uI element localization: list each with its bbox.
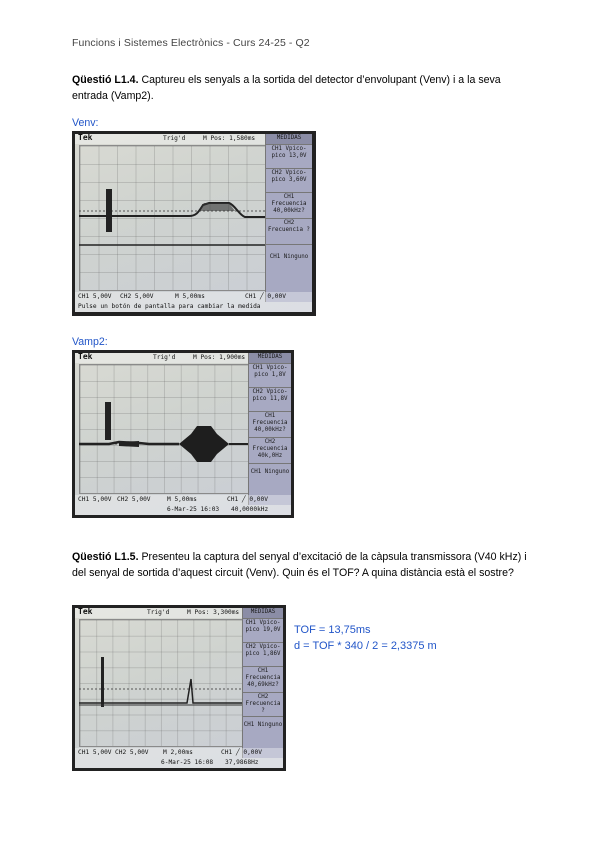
tof-answer: TOF = 13,75ms: [294, 624, 371, 636]
distance-answer: d = TOF * 340 / 2 = 2,3375 m: [294, 640, 437, 652]
menu-item: CH1 Vpico-pico 13,0V: [266, 145, 312, 169]
scope-measure-menu: [265, 134, 312, 302]
menu-item: MEDIDAS: [266, 134, 312, 145]
menu-item: CH1 Frecuencia 40,69kHz?: [243, 667, 283, 693]
menu-item: CH2 Vpico-pico 11,8V: [249, 388, 291, 412]
scope-ch2-scale: CH2 5,00V: [117, 496, 151, 503]
scope-time-scale: M 5,00ms: [175, 293, 205, 300]
scope-bottombar: [75, 292, 312, 302]
document-header: Funcions i Sistemes Electrònics - Curs 24-25 - Q2: [72, 37, 310, 49]
scope-trigger: CH1 ╱ 0,00V: [245, 293, 286, 300]
scope-bottombar: [75, 495, 291, 505]
question-l1-4-text: Captureu els senyals a la sortida del detector d’envolupant (Venv) i a la seva entrada (Vamp2).: [72, 74, 501, 102]
question-l1-5: [72, 549, 532, 581]
scope-trigger: CH1 ╱ 0,00V: [227, 496, 268, 503]
scope-brand: Tek: [78, 353, 93, 361]
scope-message: Pulse un botón de pantalla para cambiar la medida: [75, 302, 312, 312]
scope-screen: [75, 353, 291, 515]
scope-trigger: CH1 ╱ 0,00V: [221, 749, 262, 756]
scope-traces: [79, 364, 248, 493]
menu-item: CH1 Vpico-pico 1,8V: [249, 364, 291, 388]
menu-item: CH1 Ninguno: [250, 469, 290, 475]
scope-timebase: M Pos: 1,580ms: [203, 135, 256, 142]
scope-frequency: 40,0000kHz: [231, 506, 269, 513]
scope-date: 6-Mar-25 16:08: [161, 759, 214, 766]
menu-item: MEDIDAS: [243, 608, 283, 619]
scope-status: Trig'd: [163, 135, 186, 142]
scope-screen: [75, 134, 312, 312]
scope-datebar: [75, 758, 283, 768]
menu-item: CH2 Frecuencia ?: [266, 219, 312, 245]
menu-item: CH1 Ninguno: [243, 722, 283, 728]
scope-ch2-scale: CH2 5,00V: [120, 293, 154, 300]
menu-item: CH2 Vpico-pico 1,86V: [243, 643, 283, 667]
oscilloscope-photo-vamp2: [72, 350, 294, 518]
scope-ch1-scale: CH1 5,00V: [78, 496, 112, 503]
scope-brand: Tek: [78, 134, 93, 142]
menu-item: CH2 Frecuencia 40k,0Hz: [249, 438, 291, 464]
scope-screen: [75, 608, 283, 768]
oscilloscope-photo-tof: [72, 605, 286, 771]
menu-item: CH1 Ninguno: [269, 254, 309, 260]
menu-item: CH1 Frecuencia 40,00kHz?: [249, 412, 291, 438]
scope-timebase: M Pos: 1,900ms: [193, 354, 246, 361]
scope-datebar: [75, 505, 291, 515]
scope-status: Trig'd: [147, 609, 170, 616]
scope-ch1-scale: CH1 5,00V: [78, 293, 112, 300]
scope-ch1-scale: CH1 5,00V: [78, 749, 112, 756]
scope-bottombar: [75, 748, 283, 758]
scope-status: Trig'd: [153, 354, 176, 361]
scope-measure-menu: [242, 608, 283, 758]
vamp2-label: Vamp2:: [72, 336, 108, 348]
menu-item: MEDIDAS: [249, 353, 291, 364]
menu-item: CH2 Vpico-pico 3,60V: [266, 169, 312, 193]
question-l1-5-label: Qüestió L1.5.: [72, 551, 139, 563]
scope-ch2-scale: CH2 5,00V: [115, 749, 149, 756]
menu-item: CH2 Frecuencia ?: [243, 693, 283, 717]
scope-traces: [79, 145, 265, 290]
menu-item: CH1 Vpico-pico 19,0V: [243, 619, 283, 643]
question-l1-4-label: Qüestió L1.4.: [72, 74, 139, 86]
scope-traces: [79, 619, 242, 746]
scope-time-scale: M 2,00ms: [163, 749, 193, 756]
oscilloscope-photo-venv: [72, 131, 316, 316]
scope-frequency: 37,9868Hz: [225, 759, 259, 766]
scope-measure-menu: [248, 353, 291, 505]
venv-label: Venv:: [72, 117, 99, 129]
scope-timebase: M Pos: 3,300ms: [187, 609, 240, 616]
question-l1-5-text: Presenteu la captura del senyal d’excitació de la càpsula transmissora (V40 kHz) i del senyal de sortida d’aquest circuit (Venv). Quin és el TOF? A quina distància està el sostre?: [72, 551, 527, 579]
question-l1-4: [72, 72, 532, 104]
scope-date: 6-Mar-25 16:03: [167, 506, 220, 513]
scope-time-scale: M 5,00ms: [167, 496, 197, 503]
scope-brand: Tek: [78, 608, 93, 616]
menu-item: CH1 Frecuencia 40,00kHz?: [266, 193, 312, 219]
